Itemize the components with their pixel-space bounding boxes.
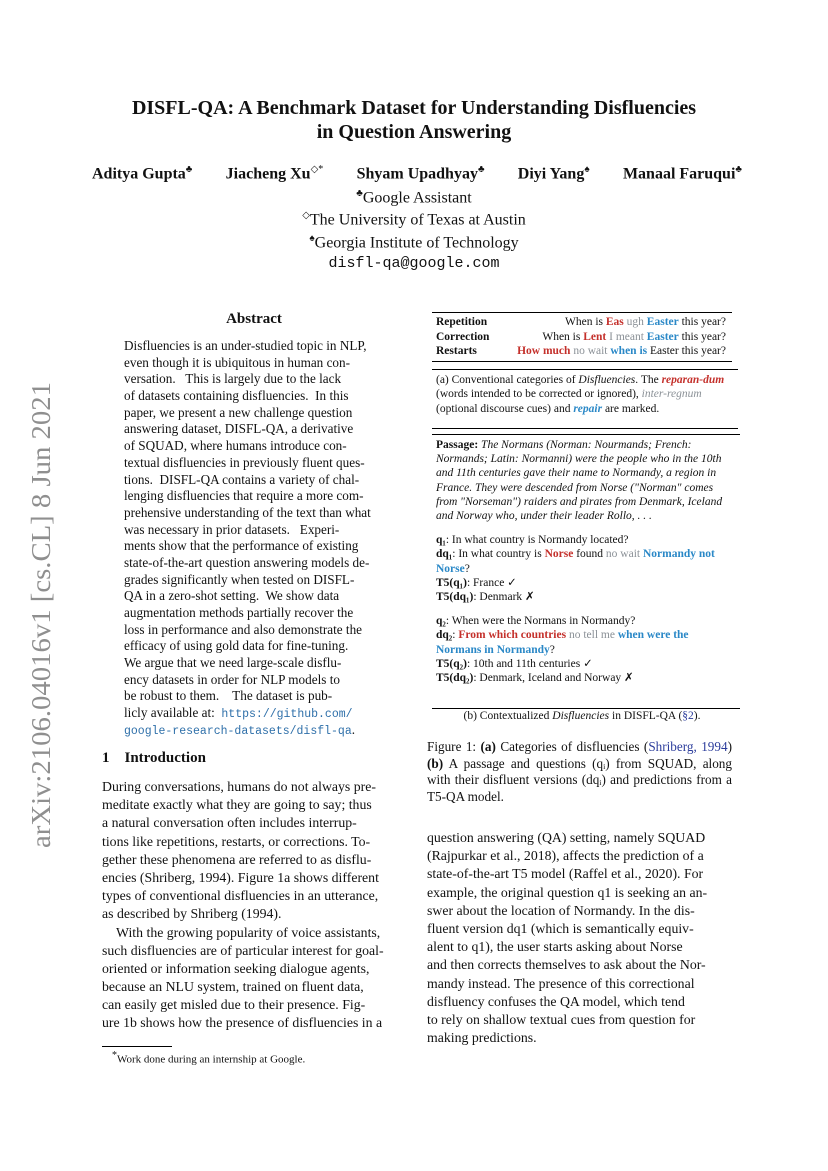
category-label: Restarts	[436, 345, 477, 357]
dataset-link[interactable]: google-research-datasets/disfl-qa	[124, 724, 352, 738]
prediction-text: : France ✓	[466, 576, 517, 589]
body-line: (Rajpurkar et al., 2018), affects the prediction of a	[427, 848, 704, 864]
intro-line: can easily get misled due to their presence. Fig-	[102, 997, 366, 1013]
disfluency-categories-table	[432, 312, 732, 362]
body-line: example, the original question q1 is seeking an an-	[427, 884, 708, 900]
caption-term: Disfluencies	[578, 374, 636, 386]
abstract-heading: Abstract	[226, 311, 282, 327]
prediction	[436, 671, 736, 685]
question-fragment: : In what country is	[452, 548, 545, 561]
question-label: dq₂	[436, 629, 453, 642]
citation-link[interactable]: Shriberg, 1994	[648, 739, 728, 754]
example-fragment: When is	[565, 316, 606, 328]
model-label: T5(q₁)	[436, 576, 467, 589]
author-list	[92, 164, 742, 183]
example-fragment: Easter this year?	[647, 345, 726, 357]
question-fragment: ?	[464, 562, 470, 575]
caption-text: (b) Contextualized	[463, 710, 553, 722]
example-fragment: I meant	[606, 330, 647, 343]
abstract-line: tions. DISFL-QA contains a variety of chal-	[124, 471, 360, 487]
prediction-text: : Denmark ✗	[473, 591, 535, 604]
caption-text: Figure 1:	[427, 739, 481, 754]
footnote: *Work done during an internship at Google.	[112, 1050, 306, 1066]
abstract-line: answering dataset, DISFL-QA, a derivative	[124, 421, 354, 437]
question-label: q₂	[436, 615, 446, 628]
question-label: q₁	[436, 534, 446, 547]
abstract-line: even though it is ubiquitous in human con-	[124, 354, 350, 370]
prediction-text: : Denmark, Iceland and Norway ✗	[473, 672, 634, 685]
abstract-line: ments show that the performance of existing	[124, 538, 359, 554]
prediction	[436, 576, 736, 590]
example-fragment: Easter	[646, 330, 679, 343]
author: Diyi Yang♠	[517, 164, 590, 183]
abstract-line: ency datasets in order for NLP models to	[124, 671, 340, 687]
disfluent-question	[436, 628, 736, 656]
body-line: mandy instead. The presence of this correctional	[427, 975, 695, 991]
example-fragment: ugh	[623, 316, 647, 328]
caption-text: (optional discourse cues) and	[436, 402, 574, 415]
repair-term: repair	[573, 402, 603, 415]
body-line: alent to q1), the user starts asking about Norse	[427, 939, 683, 955]
author: Shyam Upadhyay♣	[356, 164, 485, 183]
example-fragment: Easter	[646, 316, 679, 328]
body-line: state-of-the-art T5 model (Raffel et al., 2020). For	[427, 866, 704, 882]
question-label: dq₁	[436, 548, 453, 561]
passage: Passage: The Normans (Norman: Nourmands; French: Normands; Latin: Normanni) were the people who in the 10th and 11th centuries gave their name to Normandy, a region in France. They were descended from Norse ("Norman" comes from "Norseman") raiders and pirates from Denmark, Iceland and Norway who, under their leader Rollo, . . .	[436, 439, 723, 523]
caption-term: Disfluencies	[552, 710, 610, 722]
abstract-body	[124, 338, 384, 741]
question-text: : When were the Normans in Normandy?	[445, 615, 636, 628]
example-fragment: no wait	[570, 345, 611, 357]
caption-text: ).	[693, 710, 701, 722]
intro-line: meditate exactly what they are going to say; thus	[102, 797, 372, 813]
question-fragment: when were the Normans in Normandy	[436, 629, 689, 656]
category-example	[565, 315, 726, 330]
example-fragment: How much	[517, 345, 571, 357]
question-fragment: found	[573, 548, 606, 561]
abstract-line: efficacy of using gold data for fine-tuning.	[124, 638, 349, 654]
original-question	[436, 614, 736, 628]
abstract-line: lenging disfluencies that require a more com-	[124, 488, 364, 504]
body-line: making predictions.	[427, 1030, 537, 1046]
caption-text: (a) Conventional categories of	[436, 374, 579, 386]
abstract-line: paper, we present a new challenge question	[124, 404, 353, 420]
abstract-line: of SQUAD, where humans introduce con-	[124, 438, 347, 454]
example-fragment: Eas	[605, 316, 624, 328]
introduction-body	[102, 778, 406, 1033]
caption-text: in DISFL-QA (	[609, 710, 683, 722]
abstract-line-text: licly available at:	[124, 705, 222, 721]
author: Aditya Gupta♣	[92, 164, 193, 183]
abstract-line: versation. This is largely due to the lack	[124, 371, 342, 387]
abstract-line: state-of-the-art question answering models de-	[124, 554, 370, 570]
arxiv-id-text: arXiv:2106.04016v1 [cs.CL] 8 Jun 2021	[26, 410, 56, 848]
body-line: fluent version dq1 (which is semantically equiv-	[427, 920, 694, 936]
intro-line: such disfluencies are of particular interest for goal-	[102, 942, 384, 958]
figure-1a-caption	[432, 369, 738, 429]
question-example-1	[436, 533, 736, 604]
intro-line: ure 1b shows how the presence of disfluencies in a	[102, 1015, 383, 1031]
abstract-line: was necessary in prior datasets. Experi-	[124, 521, 340, 537]
intro-line: oriented or information seeking dialogue agents,	[102, 960, 370, 976]
caption-text: Categories of disfluencies (	[495, 739, 649, 754]
intro-line: gether these phenomena are referred to as disflu-	[102, 851, 372, 867]
example-fragment: Lent	[583, 330, 607, 343]
intro-line: During conversations, humans do not always pre-	[102, 779, 376, 794]
question-fragment: From which countries	[458, 629, 567, 642]
figure-1-caption	[427, 739, 732, 806]
example-fragment: this year?	[678, 316, 726, 328]
abstract-line: We argue that we need large-scale disflu-	[124, 655, 342, 671]
abstract-line: prehensive understanding of the text than what	[124, 504, 371, 520]
model-label: T5(dq₁)	[436, 591, 474, 604]
passage-example-box	[432, 434, 740, 709]
abstract-line: be robust to them. The dataset is pub-	[124, 688, 333, 704]
body-line: disfluency confuses the QA model, which tend	[427, 993, 685, 1009]
question-fragment: no wait	[605, 548, 641, 561]
abstract-line: Disfluencies is an under-studied topic in NLP,	[124, 338, 367, 353]
question-text: : In what country is Normandy located?	[445, 534, 629, 547]
abstract-line: grades significantly when tested on DISFL-	[124, 571, 355, 587]
author: Jiacheng Xu◇*	[225, 164, 324, 183]
example-fragment: When is	[542, 330, 584, 343]
category-example	[517, 344, 726, 359]
interregnum-term: inter-regnum	[641, 388, 702, 401]
question-fragment: ?	[549, 643, 555, 656]
abstract-line: of datasets containing disfluencies. In this	[124, 388, 349, 404]
model-label: T5(dq₂)	[436, 672, 474, 685]
intro-line: encies (Shriberg, 1994). Figure 1a shows different	[102, 869, 379, 885]
caption-text: (words intended to be corrected or ignored),	[436, 388, 642, 401]
right-column-body	[427, 829, 732, 1047]
caption-text: A passage and questions (qᵢ) from SQUAD, along with their disfluent versions (dqᵢ) and predictions from a T5-QA model.	[427, 755, 732, 805]
paper-title-line-1: DISFL-QA: A Benchmark Dataset for Understanding Disfluencies	[131, 97, 697, 119]
intro-line: a natural conversation often includes interrup-	[102, 815, 357, 831]
question-example-2	[436, 614, 736, 685]
paper-title-line-2: in Question Answering	[316, 121, 512, 143]
category-label: Repetition	[436, 316, 488, 328]
model-label: T5(q₂)	[436, 657, 467, 670]
body-line: question answering (QA) setting, namely SQUAD	[427, 830, 706, 845]
intro-line: With the growing popularity of voice assistants,	[116, 924, 381, 940]
question-fragment: no tell me	[568, 629, 615, 642]
section-heading: 1 Introduction	[102, 750, 206, 766]
intro-line: tions like repetitions, restarts, or corrections. To-	[102, 833, 371, 849]
caption-marker: (a)	[480, 739, 496, 754]
section-link[interactable]: §2	[682, 710, 694, 722]
intro-line: types of conventional disfluencies in an utterance,	[102, 888, 379, 904]
original-question	[436, 533, 736, 547]
example-fragment: this year?	[678, 330, 726, 343]
question-fragment: Norse	[544, 548, 574, 561]
abstract-line: augmentation methods partially recover the	[124, 605, 354, 620]
category-row	[432, 330, 732, 345]
caption-text: are marked.	[602, 402, 660, 415]
question-fragment: Normandy not Norse	[436, 548, 715, 575]
abstract-line: textual disfluencies in previously fluent ques-	[124, 454, 365, 470]
caption-text: . The	[635, 374, 662, 386]
disfluent-question	[436, 547, 736, 575]
body-line: to rely on shallow textual cues from question for	[427, 1011, 696, 1027]
affiliation: ♠Georgia Institute of Technology	[309, 233, 519, 252]
intro-line: as described by Shriberg (1994).	[102, 906, 282, 922]
reparandum-term: reparan-dum	[661, 374, 725, 386]
figure-1b-caption	[432, 710, 732, 722]
question-fragment: :	[452, 629, 459, 642]
body-line: swer about the location of Normandy. In the dis-	[427, 902, 695, 918]
contact-email[interactable]: disfl-qa@google.com	[328, 255, 500, 272]
body-line: and then corrects themselves to ask about the Nor-	[427, 957, 706, 973]
prediction	[436, 590, 736, 604]
category-row	[432, 344, 732, 359]
abstract-line: loss in performance and also demonstrate the	[124, 621, 363, 637]
dataset-link[interactable]: https://github.com/	[221, 708, 353, 722]
caption-text: )	[727, 739, 732, 754]
prediction-text: : 10th and 11th centuries ✓	[466, 657, 593, 670]
prediction	[436, 657, 736, 671]
abstract-line: QA in a zero-shot setting. We show data	[124, 588, 340, 604]
example-fragment: when is	[610, 345, 648, 357]
caption-marker: (b)	[427, 755, 444, 771]
abstract-line	[124, 705, 384, 722]
intro-line: because an NLU system, trained on fluent data,	[102, 979, 364, 995]
category-label: Correction	[436, 330, 490, 343]
affiliation: ♣Google Assistant	[356, 188, 472, 207]
arxiv-identifier	[6, 380, 66, 850]
category-example	[542, 330, 726, 345]
footnote-divider	[102, 1046, 172, 1047]
affiliation: ◇The University of Texas at Austin	[302, 210, 526, 229]
punctuation: .	[351, 721, 356, 737]
abstract-line	[124, 722, 384, 741]
author: Manaal Faruqui♣	[622, 164, 742, 183]
category-row	[432, 315, 732, 330]
